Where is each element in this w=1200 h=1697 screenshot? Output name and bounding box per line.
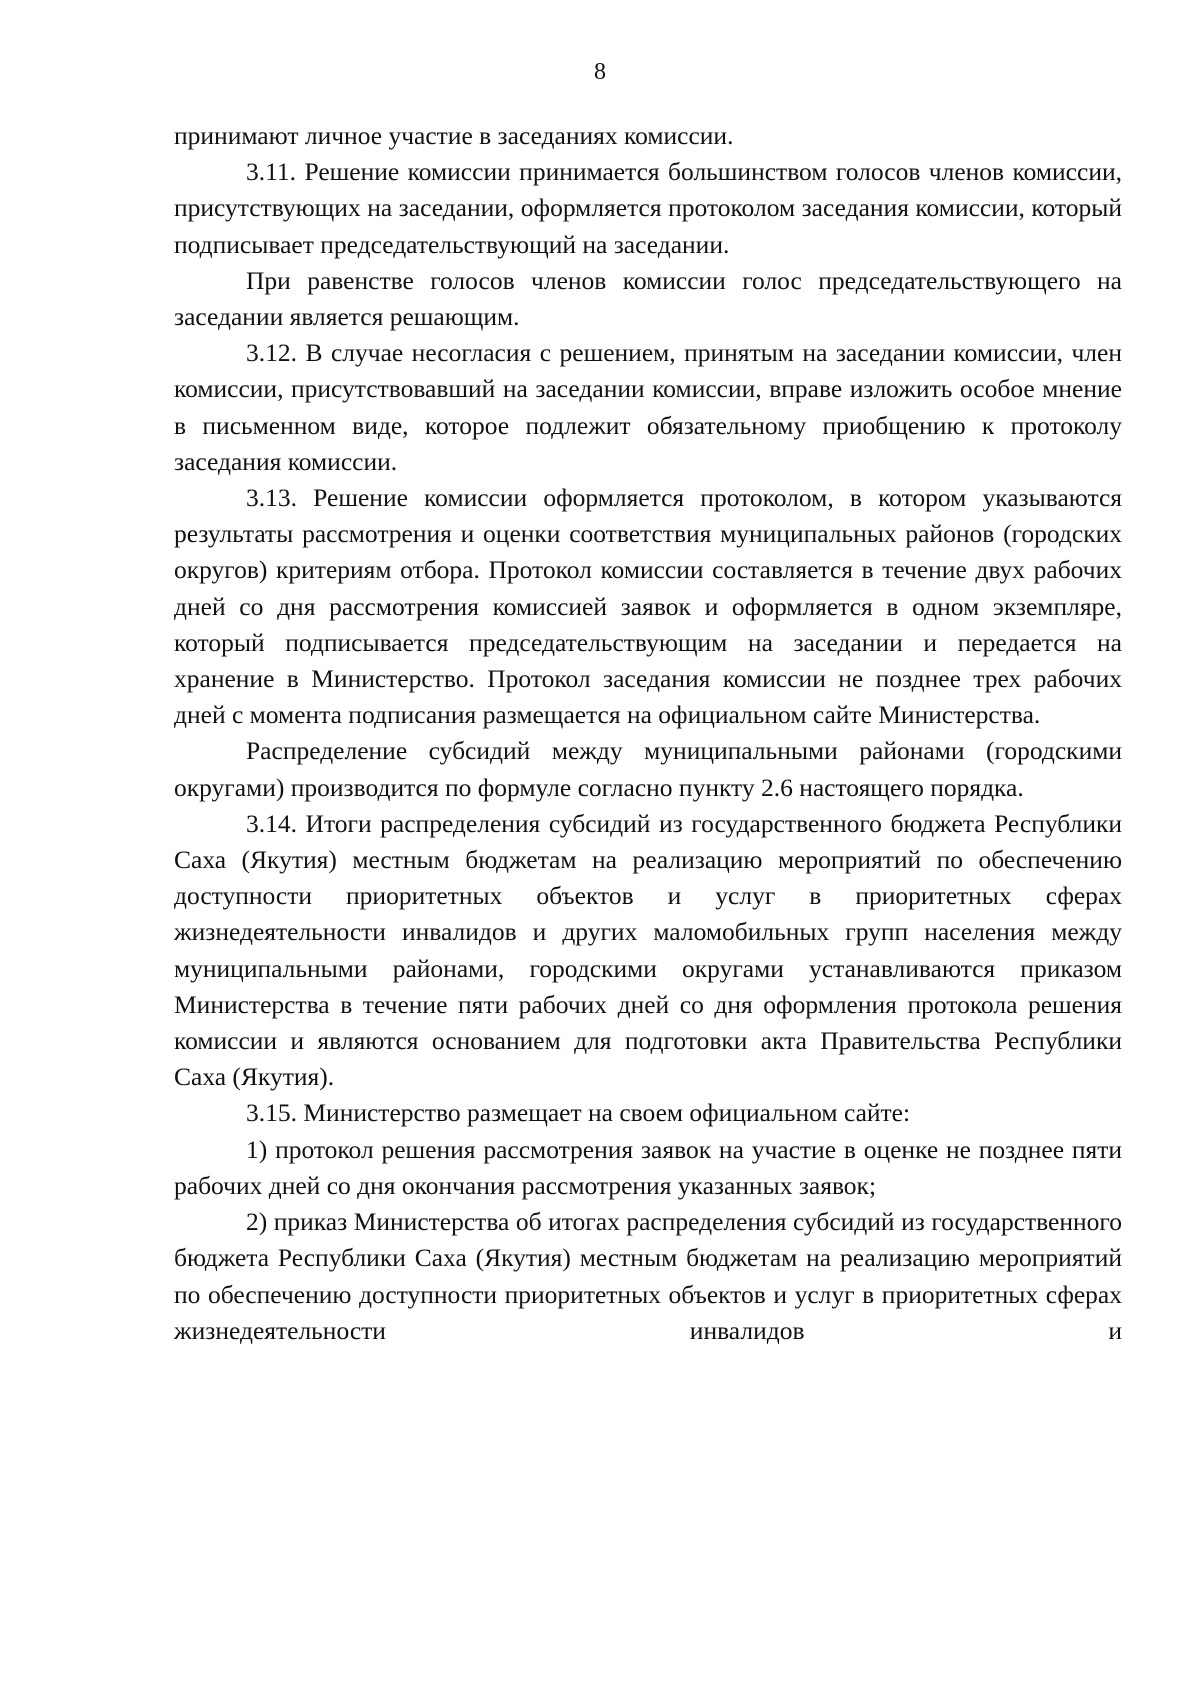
paragraph-vote-equality: При равенстве голосов членов комиссии голос председательствующего на заседании является решающим. (174, 265, 1122, 332)
document-body (174, 118, 1122, 1349)
list-item-2: 2) приказ Министерства об итогах распределения субсидий из государственного бюджета Республики Саха (Якутия) местным бюджетам на реализацию мероприятий по обеспечению доступности приоритетных объектов и услуг в приоритетных сферах жизнедеятельности инвалидов и (174, 1207, 1122, 1345)
paragraph-subsidy-distribution: Распределение субсидий между муниципальными районами (городскими округами) производится по формуле согласно пункту 2.6 настоящего порядка. (174, 736, 1122, 802)
page-number: 8 (594, 59, 606, 85)
paragraph-continuation: принимают личное участие в заседаниях комиссии. (174, 121, 734, 150)
paragraph-3-12: 3.12. В случае несогласия с решением, принятым на заседании комиссии, член комиссии, присутствовавший на заседании комиссии, вправе изложить особое мнение в письменном виде, которое подлежит обязательному приобщению к протоколу заседания комиссии. (174, 338, 1122, 476)
paragraph-3-13: 3.13. Решение комиссии оформляется протоколом, в котором указываются результаты рассмотрения и оценки соответствия муниципальных районов (городских округов) критериям отбора. Протокол комиссии составляется в течение двух рабочих дней со дня рассмотрения комиссией заявок и оформляется в одном экземпляре, который подписывается председательствующим на заседании и передается на хранение в Министерство. Протокол заседания комиссии не позднее трех рабочих дней с момента подписания размещается на официальном сайте Министерства. (174, 483, 1122, 730)
list-item-1: 1) протокол решения рассмотрения заявок на участие в оценке не позднее пяти рабочих дней со дня окончания рассмотрения указанных заявок; (174, 1134, 1122, 1200)
paragraph-3-15: 3.15. Министерство размещает на своем официальном сайте: (246, 1098, 911, 1128)
paragraph-3-11: 3.11. Решение комиссии принимается большинством голосов членов комиссии, присутствующих на заседании, оформляется протоколом заседания комиссии, который подписывает председательствующий на заседании. (174, 157, 1122, 259)
paragraph-3-14: 3.14. Итоги распределения субсидий из государственного бюджета Республики Саха (Якутия) местным бюджетам на реализацию мероприятий по обеспечению доступности приоритетных объектов и услуг в приоритетных сферах жизнедеятельности инвалидов и других маломобильных групп населения между муниципальными районами, городскими округами устанавливаются приказом Министерства в течение пяти рабочих дней со дня оформления протокола решения комиссии и являются основанием для подготовки акта Правительства Республики Саха (Якутия). (174, 808, 1122, 1092)
